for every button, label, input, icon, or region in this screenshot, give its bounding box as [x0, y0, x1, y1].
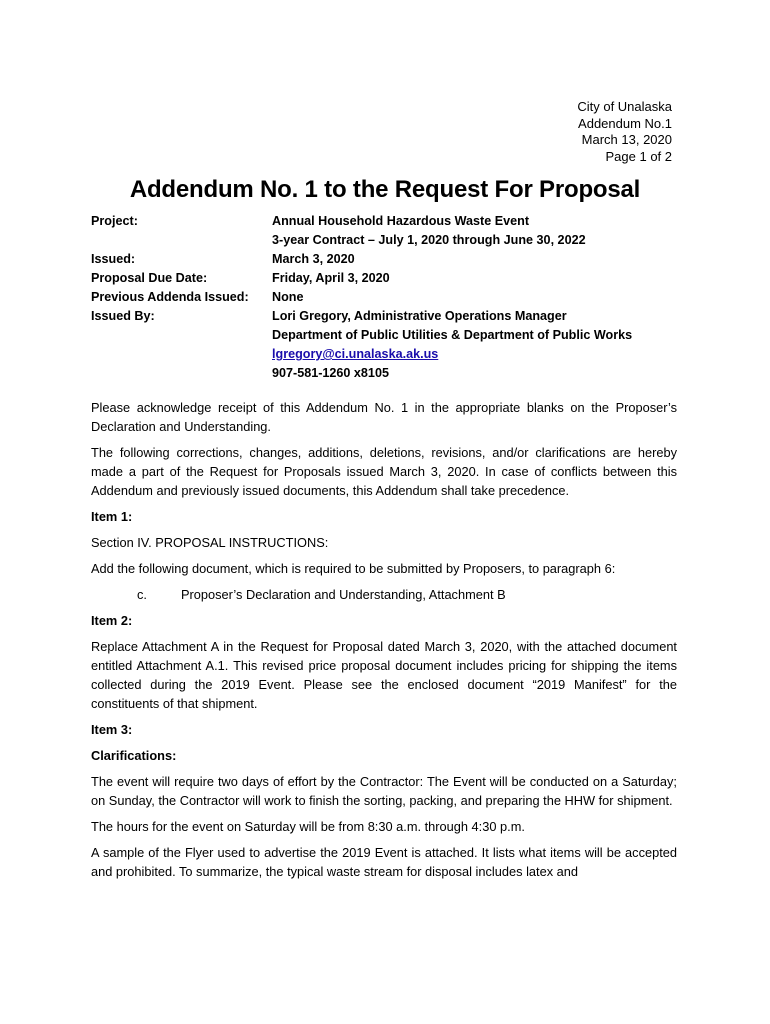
issued-label: Issued:	[91, 252, 136, 266]
previous-addenda-value: None	[272, 290, 304, 304]
email-link[interactable]: lgregory@ci.unalaska.ak.us	[272, 347, 439, 361]
contract-term: 3-year Contract – July 1, 2020 through June 30, 2022	[272, 233, 586, 247]
item3-heading: Item 3:	[91, 722, 133, 737]
document-header	[577, 99, 672, 165]
acknowledge-paragraph: Please acknowledge receipt of this Addendum No. 1 in the appropriate blanks on the Proposer’s Declaration and Understanding.	[91, 400, 677, 434]
header-org: City of Unalaska	[577, 99, 672, 114]
issued-by-label: Issued By:	[91, 309, 155, 323]
due-date-value: Friday, April 3, 2020	[272, 271, 390, 285]
header-addendum: Addendum No.1	[578, 115, 672, 131]
item2-heading: Item 2:	[91, 613, 133, 628]
clarifications-heading: Clarifications:	[91, 748, 177, 763]
document-body	[91, 398, 677, 888]
meta-row-due	[91, 269, 632, 288]
item1-text: Add the following document, which is required to be submitted by Proposers, to paragraph 6:	[91, 561, 616, 576]
meta-row-previous	[91, 288, 632, 307]
meta-row-issued	[91, 250, 632, 269]
document-title: Addendum No. 1 to the Request For Proposal	[129, 176, 641, 203]
item1-heading: Item 1:	[91, 509, 133, 524]
clarifications-text-1: The event will require two days of effort by the Contractor: The Event will be conducted on a Saturday; on Sunday, the Contractor will work to finish the sorting, packing, and preparing the HHW for shipment.	[91, 774, 677, 808]
header-date: March 13, 2020	[581, 132, 672, 147]
project-label: Project:	[91, 214, 138, 228]
corrections-paragraph: The following corrections, changes, additions, deletions, revisions, and/or clarifications are hereby made a part of the Request for Proposals issued March 3, 2020. In case of conflicts between this Addendum and previously issued documents, this Addendum shall take precedence.	[91, 445, 677, 498]
due-date-label: Proposal Due Date:	[91, 271, 208, 285]
clarifications-text-2: The hours for the event on Saturday will be from 8:30 a.m. through 4:30 p.m.	[91, 819, 525, 834]
list-marker: c.	[137, 587, 147, 602]
item2-text: Replace Attachment A in the Request for Proposal dated March 3, 2020, with the attached document entitled Attachment A.1. This revised price proposal document includes pricing for shipping the items collected during the 2019 Event. Please see the enclosed document “2019 Manifest” for the constituents of that shipment.	[91, 639, 677, 711]
phone-number: 907-581-1260 x8105	[272, 366, 389, 380]
issued-by-name: Lori Gregory, Administrative Operations Manager	[272, 309, 567, 323]
meta-row-issued-by	[91, 307, 632, 326]
clarifications-text-3: A sample of the Flyer used to advertise the 2019 Event is attached. It lists what items will be accepted and prohibited. To summarize, the typical waste stream for disposal includes latex and	[91, 845, 677, 879]
previous-addenda-label: Previous Addenda Issued:	[91, 290, 249, 304]
list-item-text: Proposer’s Declaration and Understanding, Attachment B	[181, 587, 506, 602]
issued-by-department: Department of Public Utilities & Department of Public Works	[272, 328, 633, 342]
list-item	[91, 585, 677, 604]
proposal-meta	[91, 212, 632, 383]
meta-row-project	[91, 212, 632, 231]
item1-section: Section IV. PROPOSAL INSTRUCTIONS:	[91, 535, 329, 550]
header-page-number: Page 1 of 2	[605, 148, 672, 164]
issued-value: March 3, 2020	[272, 252, 355, 266]
meta-row-contract	[91, 231, 632, 250]
project-value: Annual Household Hazardous Waste Event	[272, 214, 530, 228]
